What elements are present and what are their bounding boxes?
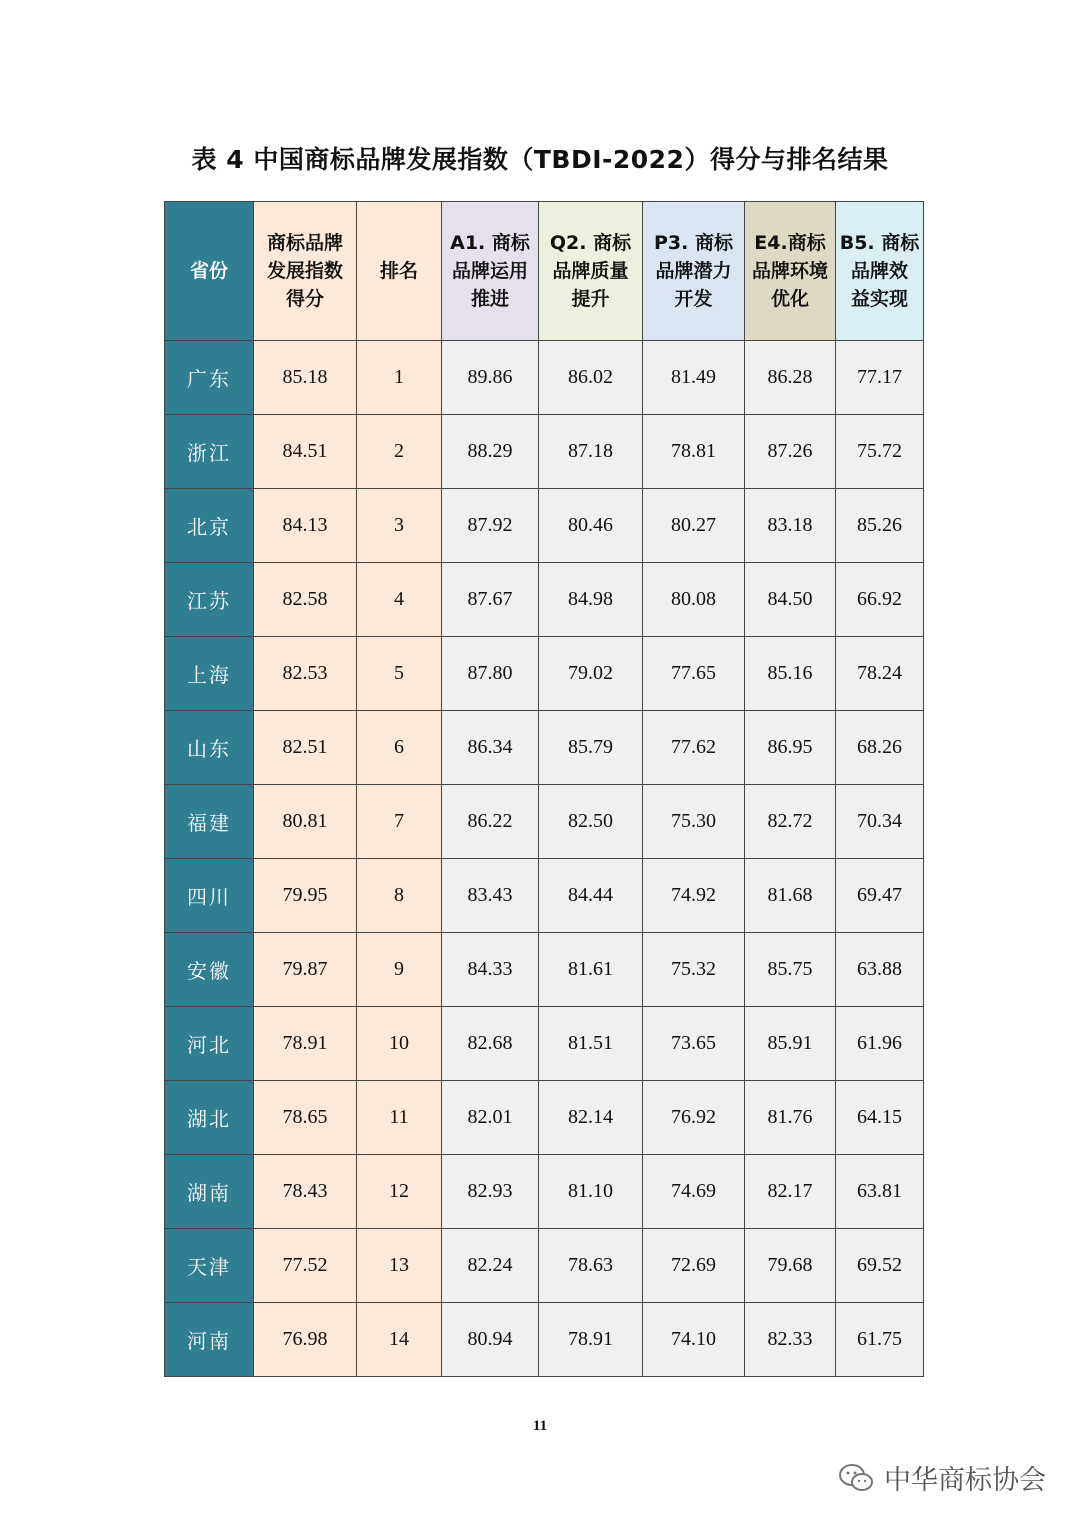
table-row [165,563,924,637]
cell-e4: 86.95 [745,711,836,785]
cell-p3: 80.08 [643,563,745,637]
table-title: 表 4 中国商标品牌发展指数（TBDI-2022）得分与排名结果 [191,145,889,174]
cell-province: 安徽 [165,933,254,1007]
cell-b5: 78.24 [836,637,924,711]
header-e4 [745,202,836,341]
cell-province: 四川 [165,859,254,933]
cell-q2: 82.50 [539,785,643,859]
cell-rank: 6 [357,711,442,785]
cell-e4: 85.75 [745,933,836,1007]
header-row [165,202,924,341]
cell-province: 北京 [165,489,254,563]
cell-p3: 74.10 [643,1303,745,1377]
header-e4-line: E4.商标 [754,232,826,254]
cell-e4: 86.28 [745,341,836,415]
cell-b5: 61.96 [836,1007,924,1081]
cell-province: 天津 [165,1229,254,1303]
cell-q2: 84.44 [539,859,643,933]
cell-p3: 77.62 [643,711,745,785]
cell-e4: 81.68 [745,859,836,933]
header-p3 [643,202,745,341]
header-q2-line: 提升 [571,288,610,310]
cell-score: 78.91 [254,1007,357,1081]
cell-b5: 64.15 [836,1081,924,1155]
cell-province: 湖南 [165,1155,254,1229]
cell-rank: 11 [357,1081,442,1155]
cell-e4: 82.33 [745,1303,836,1377]
cell-b5: 75.72 [836,415,924,489]
cell-e4: 82.72 [745,785,836,859]
cell-e4: 84.50 [745,563,836,637]
header-score-line: 发展指数 [266,260,343,282]
cell-rank: 9 [357,933,442,1007]
cell-province: 湖北 [165,1081,254,1155]
cell-p3: 76.92 [643,1081,745,1155]
cell-score: 79.87 [254,933,357,1007]
cell-a1: 84.33 [442,933,539,1007]
cell-p3: 81.49 [643,341,745,415]
cell-a1: 82.01 [442,1081,539,1155]
table-row [165,859,924,933]
cell-rank: 4 [357,563,442,637]
header-p3-line: 品牌潜力 [655,260,732,282]
cell-e4: 83.18 [745,489,836,563]
cell-e4: 82.17 [745,1155,836,1229]
header-q2-line: Q2. 商标 [549,232,632,254]
cell-b5: 63.88 [836,933,924,1007]
cell-b5: 68.26 [836,711,924,785]
cell-score: 82.58 [254,563,357,637]
cell-rank: 7 [357,785,442,859]
wechat-icon [838,1463,874,1493]
table-row [165,637,924,711]
table-row [165,341,924,415]
cell-province: 河北 [165,1007,254,1081]
watermark [838,1458,1046,1497]
cell-b5: 61.75 [836,1303,924,1377]
cell-b5: 69.52 [836,1229,924,1303]
cell-b5: 69.47 [836,859,924,933]
cell-p3: 78.81 [643,415,745,489]
cell-b5: 66.92 [836,563,924,637]
cell-p3: 73.65 [643,1007,745,1081]
cell-b5: 63.81 [836,1155,924,1229]
cell-p3: 75.30 [643,785,745,859]
header-score-line: 商标品牌 [266,232,343,254]
cell-rank: 1 [357,341,442,415]
cell-province: 江苏 [165,563,254,637]
header-a1 [442,202,539,341]
header-q2 [539,202,643,341]
cell-q2: 78.63 [539,1229,643,1303]
table-row [165,711,924,785]
table-row [165,933,924,1007]
cell-score: 84.51 [254,415,357,489]
cell-province: 广东 [165,341,254,415]
cell-province: 山东 [165,711,254,785]
cell-rank: 12 [357,1155,442,1229]
cell-score: 78.43 [254,1155,357,1229]
cell-score: 85.18 [254,341,357,415]
cell-e4: 81.76 [745,1081,836,1155]
cell-q2: 80.46 [539,489,643,563]
header-e4-line: 品牌环境 [751,260,828,282]
header-q2-line: 品牌质量 [552,260,629,282]
header-b5-line: 品牌效 [850,260,908,282]
cell-e4: 87.26 [745,415,836,489]
cell-e4: 85.91 [745,1007,836,1081]
cell-q2: 79.02 [539,637,643,711]
cell-a1: 83.43 [442,859,539,933]
table-row [165,1229,924,1303]
cell-score: 82.51 [254,711,357,785]
cell-a1: 86.22 [442,785,539,859]
header-p3-line: 开发 [674,288,713,310]
table-row [165,1007,924,1081]
cell-b5: 85.26 [836,489,924,563]
cell-e4: 85.16 [745,637,836,711]
cell-province: 浙江 [165,415,254,489]
cell-b5: 70.34 [836,785,924,859]
cell-rank: 5 [357,637,442,711]
header-score [254,202,357,341]
cell-p3: 80.27 [643,489,745,563]
header-province: 省份 [165,202,254,341]
header-b5 [836,202,924,341]
cell-q2: 81.61 [539,933,643,1007]
cell-a1: 82.24 [442,1229,539,1303]
header-a1-line: 品牌运用 [451,260,528,282]
cell-a1: 86.34 [442,711,539,785]
watermark-text: 中华商标协会 [884,1465,1046,1496]
cell-score: 77.52 [254,1229,357,1303]
cell-a1: 87.80 [442,637,539,711]
cell-province: 上海 [165,637,254,711]
cell-q2: 85.79 [539,711,643,785]
cell-a1: 87.67 [442,563,539,637]
cell-province: 福建 [165,785,254,859]
cell-score: 82.53 [254,637,357,711]
cell-rank: 2 [357,415,442,489]
cell-q2: 87.18 [539,415,643,489]
cell-a1: 82.93 [442,1155,539,1229]
header-e4-line: 优化 [770,288,809,310]
header-a1-line: A1. 商标 [450,232,530,254]
cell-p3: 77.65 [643,637,745,711]
header-score-line: 得分 [285,288,324,310]
cell-a1: 82.68 [442,1007,539,1081]
cell-a1: 89.86 [442,341,539,415]
cell-p3: 72.69 [643,1229,745,1303]
cell-a1: 87.92 [442,489,539,563]
table-row [165,1303,924,1377]
cell-rank: 3 [357,489,442,563]
cell-q2: 84.98 [539,563,643,637]
cell-b5: 77.17 [836,341,924,415]
cell-a1: 88.29 [442,415,539,489]
cell-a1: 80.94 [442,1303,539,1377]
cell-q2: 82.14 [539,1081,643,1155]
cell-score: 76.98 [254,1303,357,1377]
cell-e4: 79.68 [745,1229,836,1303]
cell-p3: 75.32 [643,933,745,1007]
table-row [165,1155,924,1229]
cell-province: 河南 [165,1303,254,1377]
cell-q2: 78.91 [539,1303,643,1377]
cell-rank: 10 [357,1007,442,1081]
header-p3-line: P3. 商标 [654,232,733,254]
cell-q2: 81.51 [539,1007,643,1081]
score-table [164,201,924,1377]
cell-p3: 74.92 [643,859,745,933]
cell-rank: 14 [357,1303,442,1377]
table-row [165,415,924,489]
cell-q2: 86.02 [539,341,643,415]
table-row [165,785,924,859]
header-rank: 排名 [357,202,442,341]
cell-score: 79.95 [254,859,357,933]
cell-score: 84.13 [254,489,357,563]
header-b5-line: B5. 商标 [839,232,920,254]
cell-q2: 81.10 [539,1155,643,1229]
cell-score: 80.81 [254,785,357,859]
cell-rank: 8 [357,859,442,933]
table-row [165,489,924,563]
header-a1-line: 推进 [470,288,509,310]
cell-rank: 13 [357,1229,442,1303]
cell-score: 78.65 [254,1081,357,1155]
cell-p3: 74.69 [643,1155,745,1229]
page-number: 11 [532,1418,548,1434]
table-row [165,1081,924,1155]
table-body [165,341,924,1377]
header-b5-line: 益实现 [850,288,908,310]
